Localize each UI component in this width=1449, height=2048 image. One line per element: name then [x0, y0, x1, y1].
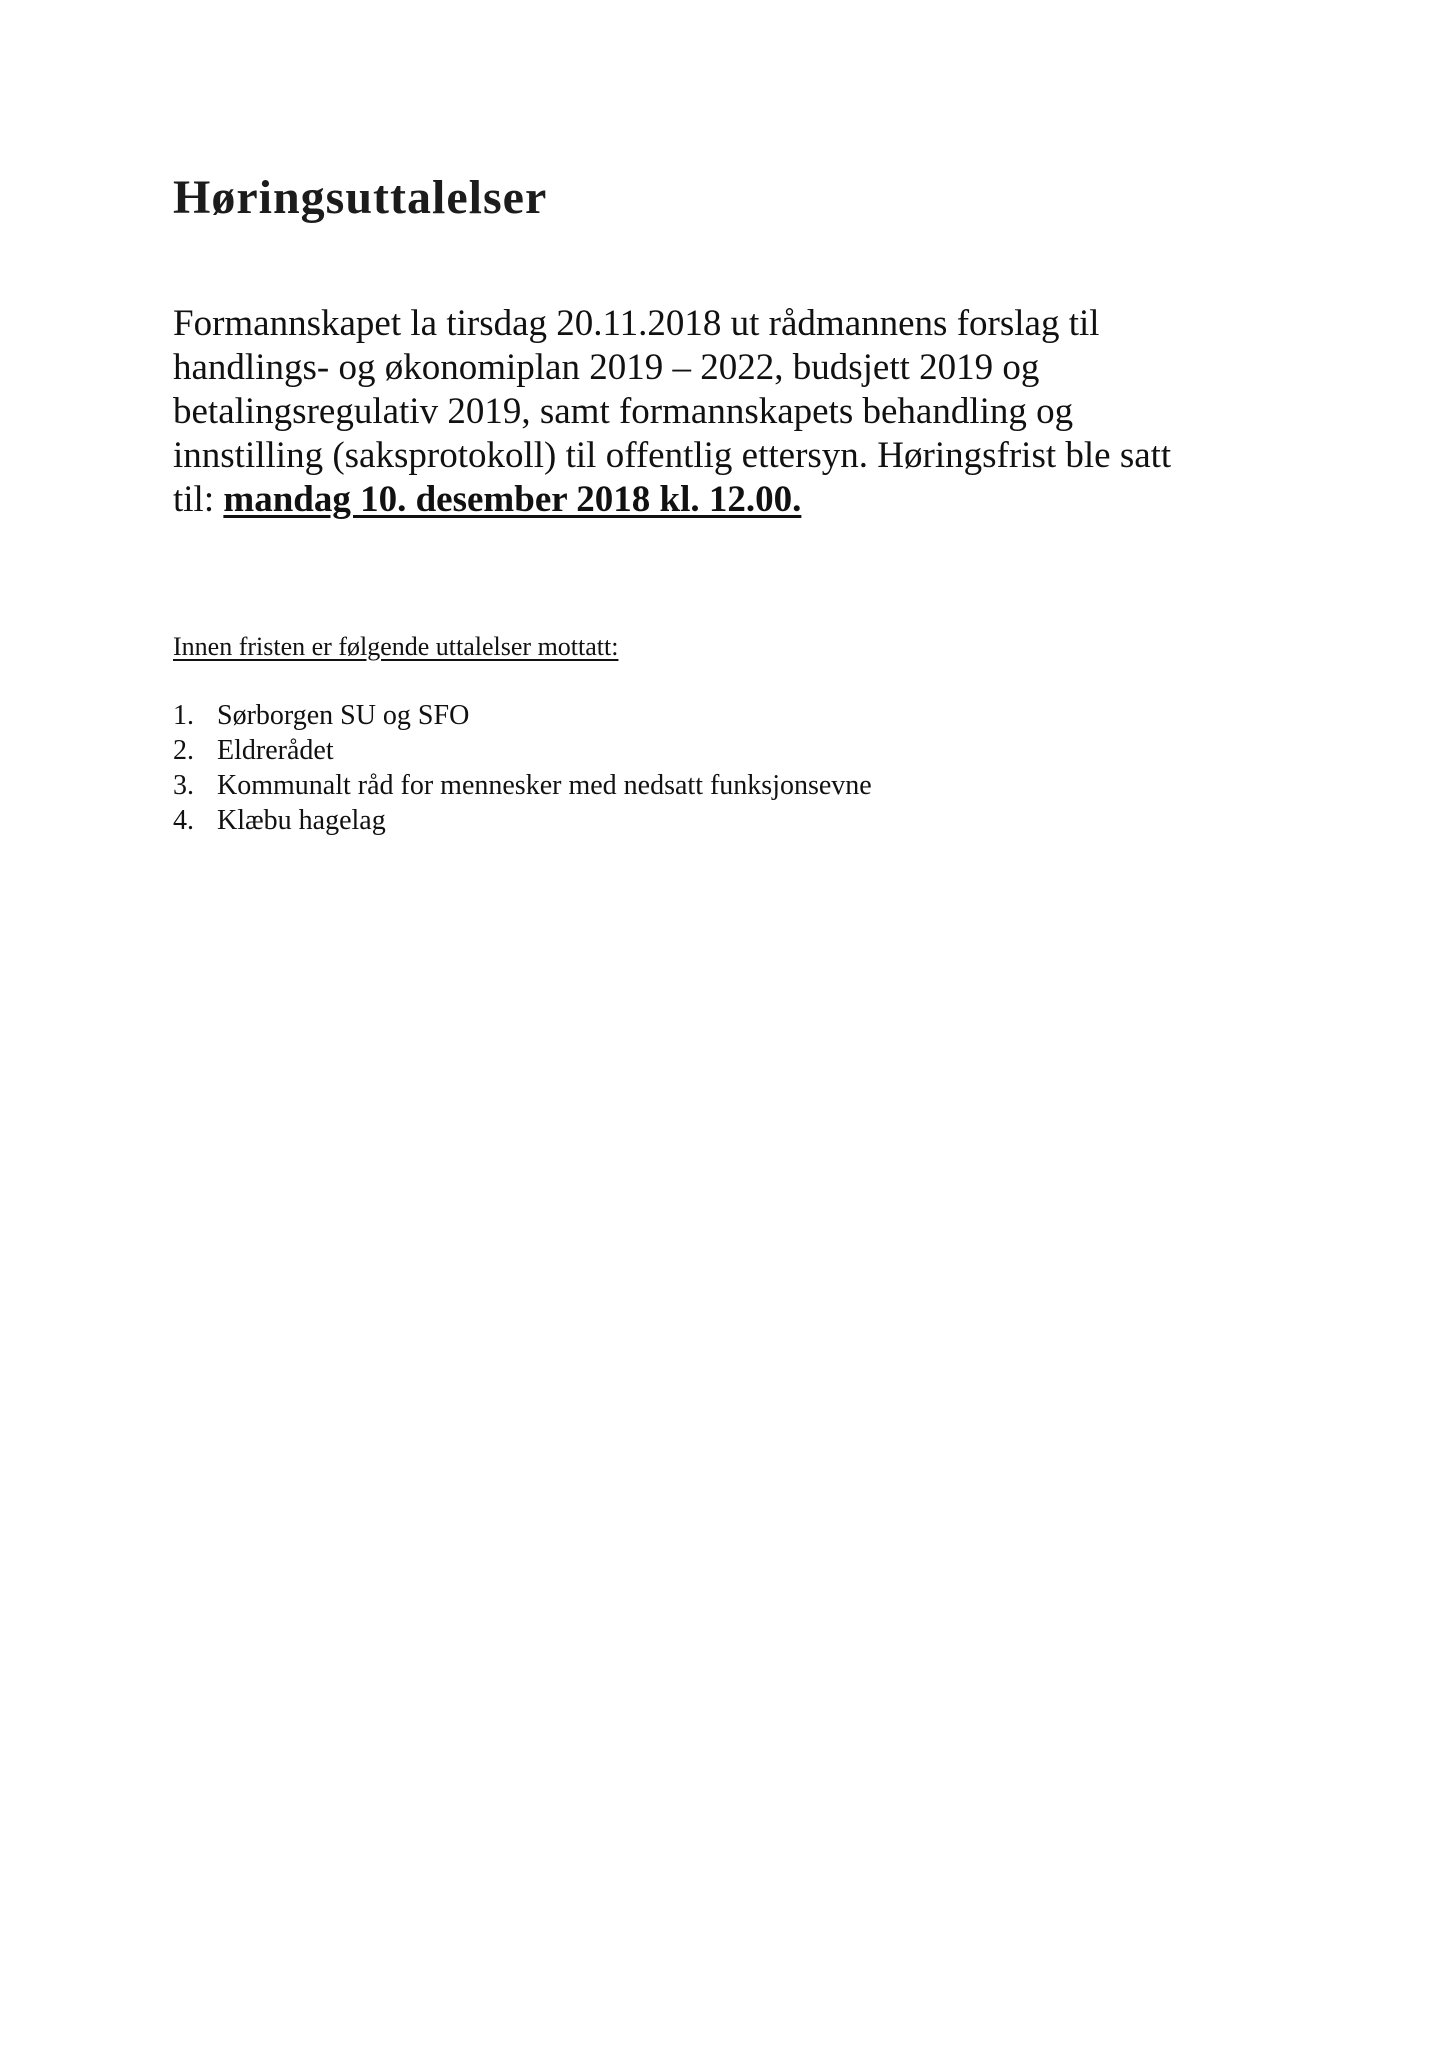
- deadline-text: mandag 10. desember 2018 kl. 12.00.: [223, 479, 802, 520]
- intro-deadline-prefix: til:: [173, 479, 224, 520]
- list-item-number: 4.: [173, 805, 194, 836]
- received-list: [173, 698, 872, 838]
- document-title: Høringsuttalelser: [173, 171, 548, 224]
- intro-line: Formannskapet la tirsdag 20.11.2018 ut rådmannens forslag til: [173, 303, 1100, 344]
- list-item: [173, 768, 872, 803]
- list-item-text: Eldrerådet: [217, 735, 334, 766]
- intro-line: betalingsregulativ 2019, samt formannskapets behandling og: [173, 391, 1074, 432]
- list-item-text: Sørborgen SU og SFO: [217, 700, 470, 731]
- intro-line-deadline: [173, 478, 1303, 522]
- list-item-number: 2.: [173, 735, 194, 766]
- intro-line: innstilling (saksprotokoll) til offentlig ettersyn. Høringsfrist ble satt: [173, 435, 1172, 476]
- intro-paragraph: [173, 302, 1303, 522]
- list-item: [173, 803, 872, 838]
- list-item-number: 3.: [173, 770, 194, 801]
- list-item: [173, 733, 872, 768]
- intro-line: handlings- og økonomiplan 2019 – 2022, budsjett 2019 og: [173, 347, 1040, 388]
- list-item-text: Kommunalt råd for mennesker med nedsatt funksjonsevne: [217, 770, 872, 801]
- list-item-text: Klæbu hagelag: [217, 805, 386, 836]
- list-item: [173, 698, 872, 733]
- received-heading: Innen fristen er følgende uttalelser mottatt:: [173, 632, 619, 661]
- list-item-number: 1.: [173, 700, 194, 731]
